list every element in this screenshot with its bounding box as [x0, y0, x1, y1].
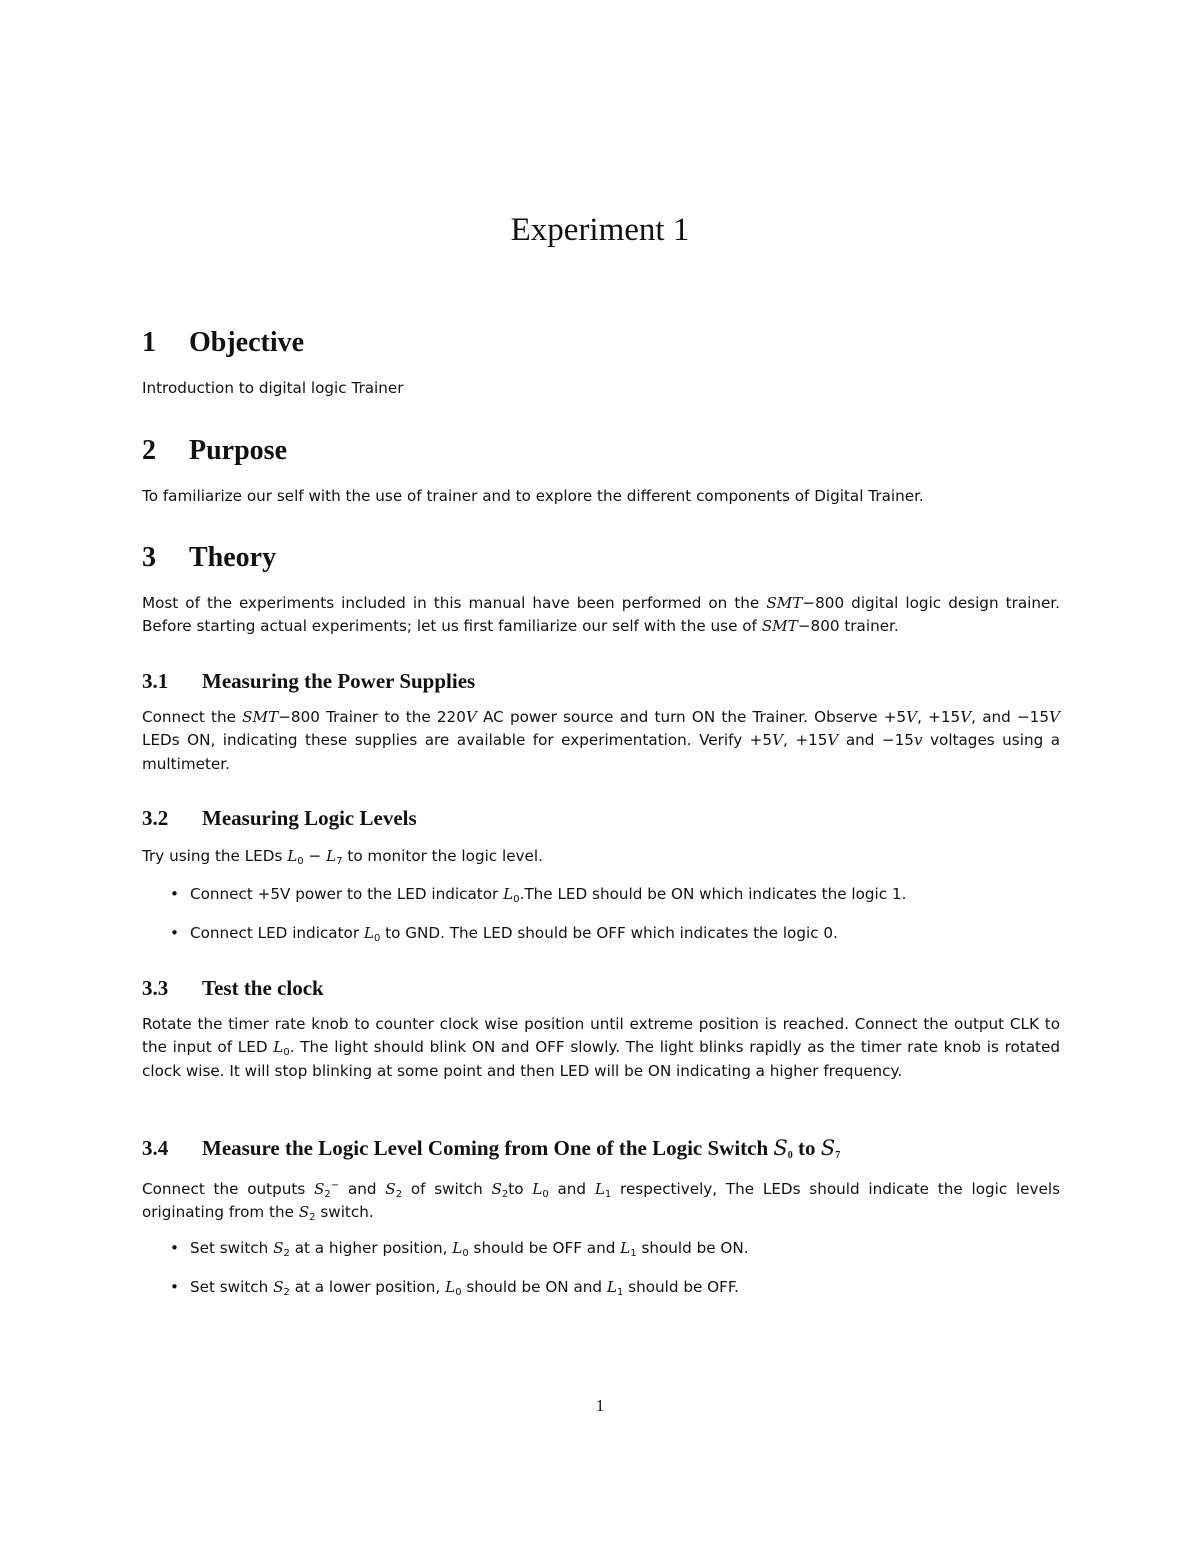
theory-text: Most of the experiments included in this manual have been performed on the SMT−800 digital logic design trainer. Before starting actual experiments; let us first familiarize our self with the use of SMT−800 trainer.	[142, 594, 1060, 636]
section-number: 1	[142, 327, 156, 358]
section-number: 2	[142, 435, 156, 466]
section-title: Theory	[189, 542, 277, 573]
list-item: • Connect LED indicator $L_0$ to GND. The LED should be OFF which indicates the logic 0.	[168, 922, 1060, 945]
test-clock-text: Rotate the timer rate knob to counter clock wise position until extreme position is reached. Connect the output CLK to the input of LED $L_0$. The light should blink ON and OFF slowly. The light blinks rapidly as the timer rate knob is rotated clock wise. It will stop blinking at some point and then LED will be ON indicating a higher frequency.	[142, 1015, 1060, 1080]
page-title: Experiment 1	[510, 212, 690, 248]
list-item: • Set switch $S_2$ at a higher position, $L_0$ should be OFF and $L_1$ should be ON.	[168, 1237, 1060, 1260]
page-number: 1	[595, 1396, 605, 1415]
list-item: • Connect +5V power to the LED indicator $L_0.The$ LED should be ON which indicates the logic 1.	[168, 883, 1060, 906]
section-heading-objective	[142, 327, 304, 359]
logic-levels-bullets	[168, 883, 1060, 945]
subsection-heading-logic-switch: 3.4 Measure the Logic Level Coming from One of the Logic Switch $S_0$ to $S_7$	[142, 1136, 841, 1161]
logic-switch-bullets	[168, 1237, 1060, 1299]
logic-levels-text: Try using the LEDs $L_0 - L_7$ to monitor the logic level.	[142, 847, 543, 867]
list-item: • Set switch $S_2$ at a lower position, $L_0$ should be ON and $L_1$ should be OFF.	[168, 1276, 1060, 1299]
section-title: Purpose	[189, 435, 287, 466]
subsection-heading-test-clock: 3.3 Test the clock	[142, 976, 324, 1000]
logic-switch-text: Connect the outputs $S_2^-$ and $S_2$ of switch $S_2to$ $L_0$ and $L_1$ respectively, The LEDs should indicate the logic levels originating from the $S_2$ switch.	[142, 1180, 1060, 1224]
purpose-text: To familiarize our self with the use of trainer and to explore the different components of Digital Trainer.	[142, 487, 924, 505]
objective-text: Introduction to digital logic Trainer	[142, 379, 404, 397]
section-heading-theory	[142, 542, 276, 574]
section-title: Objective	[189, 327, 305, 358]
subsection-heading-power-supplies: 3.1 Measuring the Power Supplies	[142, 669, 476, 693]
section-number: 3	[142, 542, 156, 573]
section-heading-purpose	[142, 435, 287, 467]
subsection-heading-logic-levels: 3.2 Measuring Logic Levels	[142, 806, 417, 830]
power-supplies-text: Connect the SMT−800 Trainer to the 220V AC power source and turn ON the Trainer. Observe +5V, +15V, and −15V LEDs ON, indicating these supplies are available for experimentation. Verify +5V, +15V and −15v voltages using a multimeter.	[142, 708, 1060, 773]
